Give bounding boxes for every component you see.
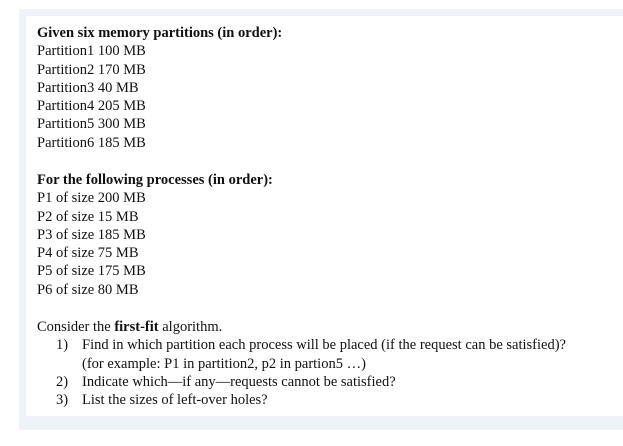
task-item: [37, 336, 566, 354]
process-item: P3 of size 185 MB: [37, 226, 146, 243]
task-example: (for example: P1 in partition2, p2 in partion5 …): [82, 355, 366, 372]
partition-item: Partition5 300 MB: [37, 116, 146, 133]
task-number: 3): [56, 392, 69, 409]
partitions-heading: Given six memory partitions (in order):: [37, 25, 283, 41]
task-item: [37, 391, 566, 409]
process-item: P6 of size 80 MB: [37, 281, 139, 298]
partition-item: Partition6 185 MB: [37, 134, 146, 151]
intro-suffix: algorithm.: [158, 319, 223, 335]
task-list: [37, 336, 566, 409]
processes-heading: For the following processes (in order):: [37, 172, 273, 188]
instructions-section: [37, 318, 566, 409]
partitions-section: [37, 24, 282, 152]
processes-section: [37, 171, 273, 299]
process-item: P4 of size 75 MB: [37, 245, 139, 262]
partition-item: Partition2 170 MB: [37, 61, 146, 78]
process-item: P5 of size 175 MB: [37, 263, 146, 280]
task-example-line: [37, 355, 566, 373]
intro-prefix: Consider the: [37, 319, 115, 335]
document-page: [26, 16, 623, 416]
task-number: 1): [56, 337, 69, 354]
task-text: Find in which partition each process will be placed (if the request can be satisfied)?: [82, 337, 566, 354]
process-item: P1 of size 200 MB: [37, 190, 146, 207]
task-text: List the sizes of left-over holes?: [82, 392, 268, 409]
process-item: P2 of size 15 MB: [37, 208, 139, 225]
partition-item: Partition3 40 MB: [37, 79, 139, 96]
instructions-intro: [37, 318, 566, 336]
partition-item: Partition1 100 MB: [37, 43, 146, 60]
algorithm-name: first-fit: [114, 319, 159, 335]
task-number: 2): [56, 373, 69, 390]
task-item: [37, 373, 566, 391]
partition-item: Partition4 205 MB: [37, 98, 146, 115]
task-text: Indicate which—if any—requests cannot be satisfied?: [82, 373, 396, 390]
